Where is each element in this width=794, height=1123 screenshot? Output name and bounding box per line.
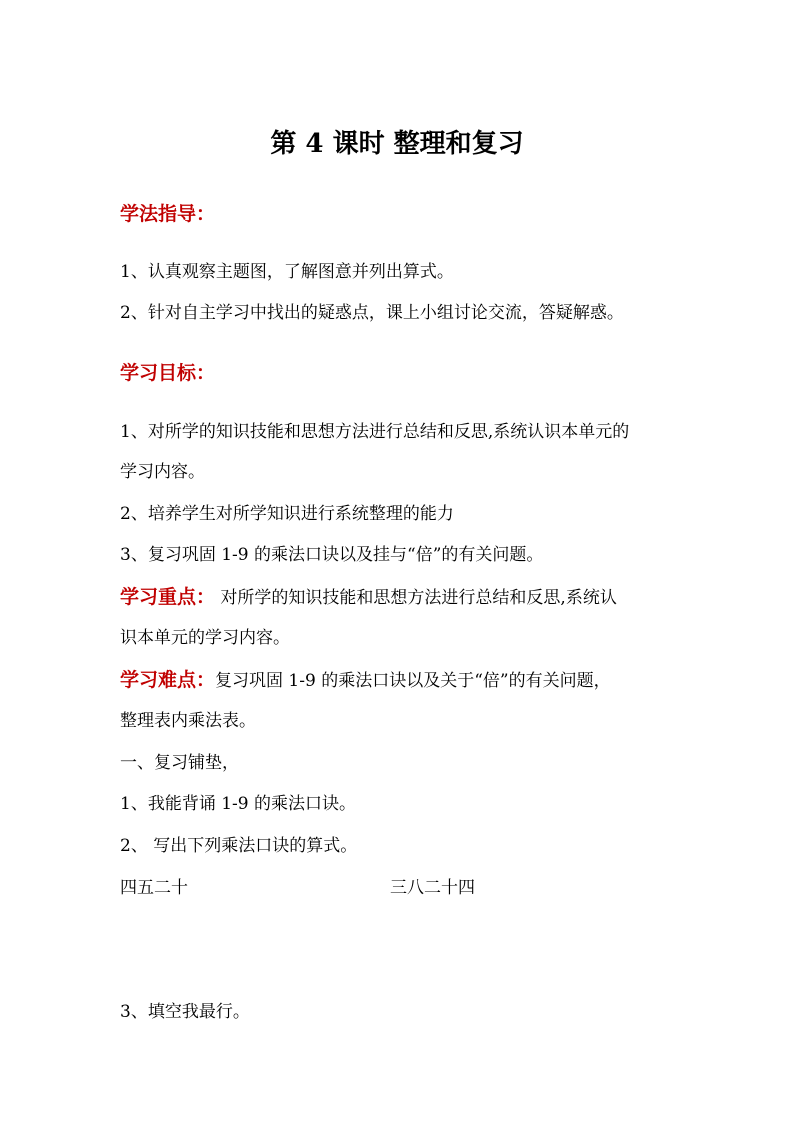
goals-heading: 学习目标：	[120, 362, 216, 384]
mnemonic-right: 三八二十四	[390, 878, 475, 898]
method-guide-item-1: 1、认真观察主题图，了解图意并列出算式。	[120, 262, 454, 282]
key-point-text: 对所学的知识技能和思想方法进行总结和反思,系统认	[215, 588, 617, 608]
difficulty-line-2: 整理表内乘法表。	[120, 711, 256, 731]
review-item-3: 3、填空我最行。	[120, 1002, 250, 1022]
mnemonic-left: 四五二十	[120, 878, 188, 898]
key-point-label: 学习重点：	[120, 586, 216, 608]
difficulty-label: 学习难点：	[120, 669, 216, 691]
key-point-line-1	[120, 586, 617, 609]
review-item-1: 1、我能背诵 1-9 的乘法口诀。	[120, 794, 356, 814]
review-heading: 一、复习铺垫，	[120, 753, 239, 773]
goals-item-3: 3、复习巩固 1-9 的乘法口诀以及挂与“倍”的有关问题。	[120, 545, 544, 565]
page-title: 第 4 课时 整理和复习	[270, 129, 524, 159]
review-item-2: 2、 写出下列乘法口诀的算式。	[120, 836, 358, 856]
method-guide-item-2: 2、针对自主学习中找出的疑惑点，课上小组讨论交流，答疑解惑。	[120, 303, 624, 323]
method-guide-heading: 学法指导：	[120, 203, 216, 225]
key-point-line-2: 识本单元的学习内容。	[120, 628, 290, 648]
goals-item-1-line-1: 1、对所学的知识技能和思想方法进行总结和反思,系统认识本单元的	[120, 422, 630, 442]
difficulty-text: 复习巩固 1-9 的乘法口诀以及关于“倍”的有关问题，	[215, 671, 611, 691]
goals-item-1-line-2: 学习内容。	[120, 462, 205, 482]
goals-item-2: 2、培养学生对所学知识进行系统整理的能力	[120, 504, 454, 524]
difficulty-line-1	[120, 669, 611, 692]
